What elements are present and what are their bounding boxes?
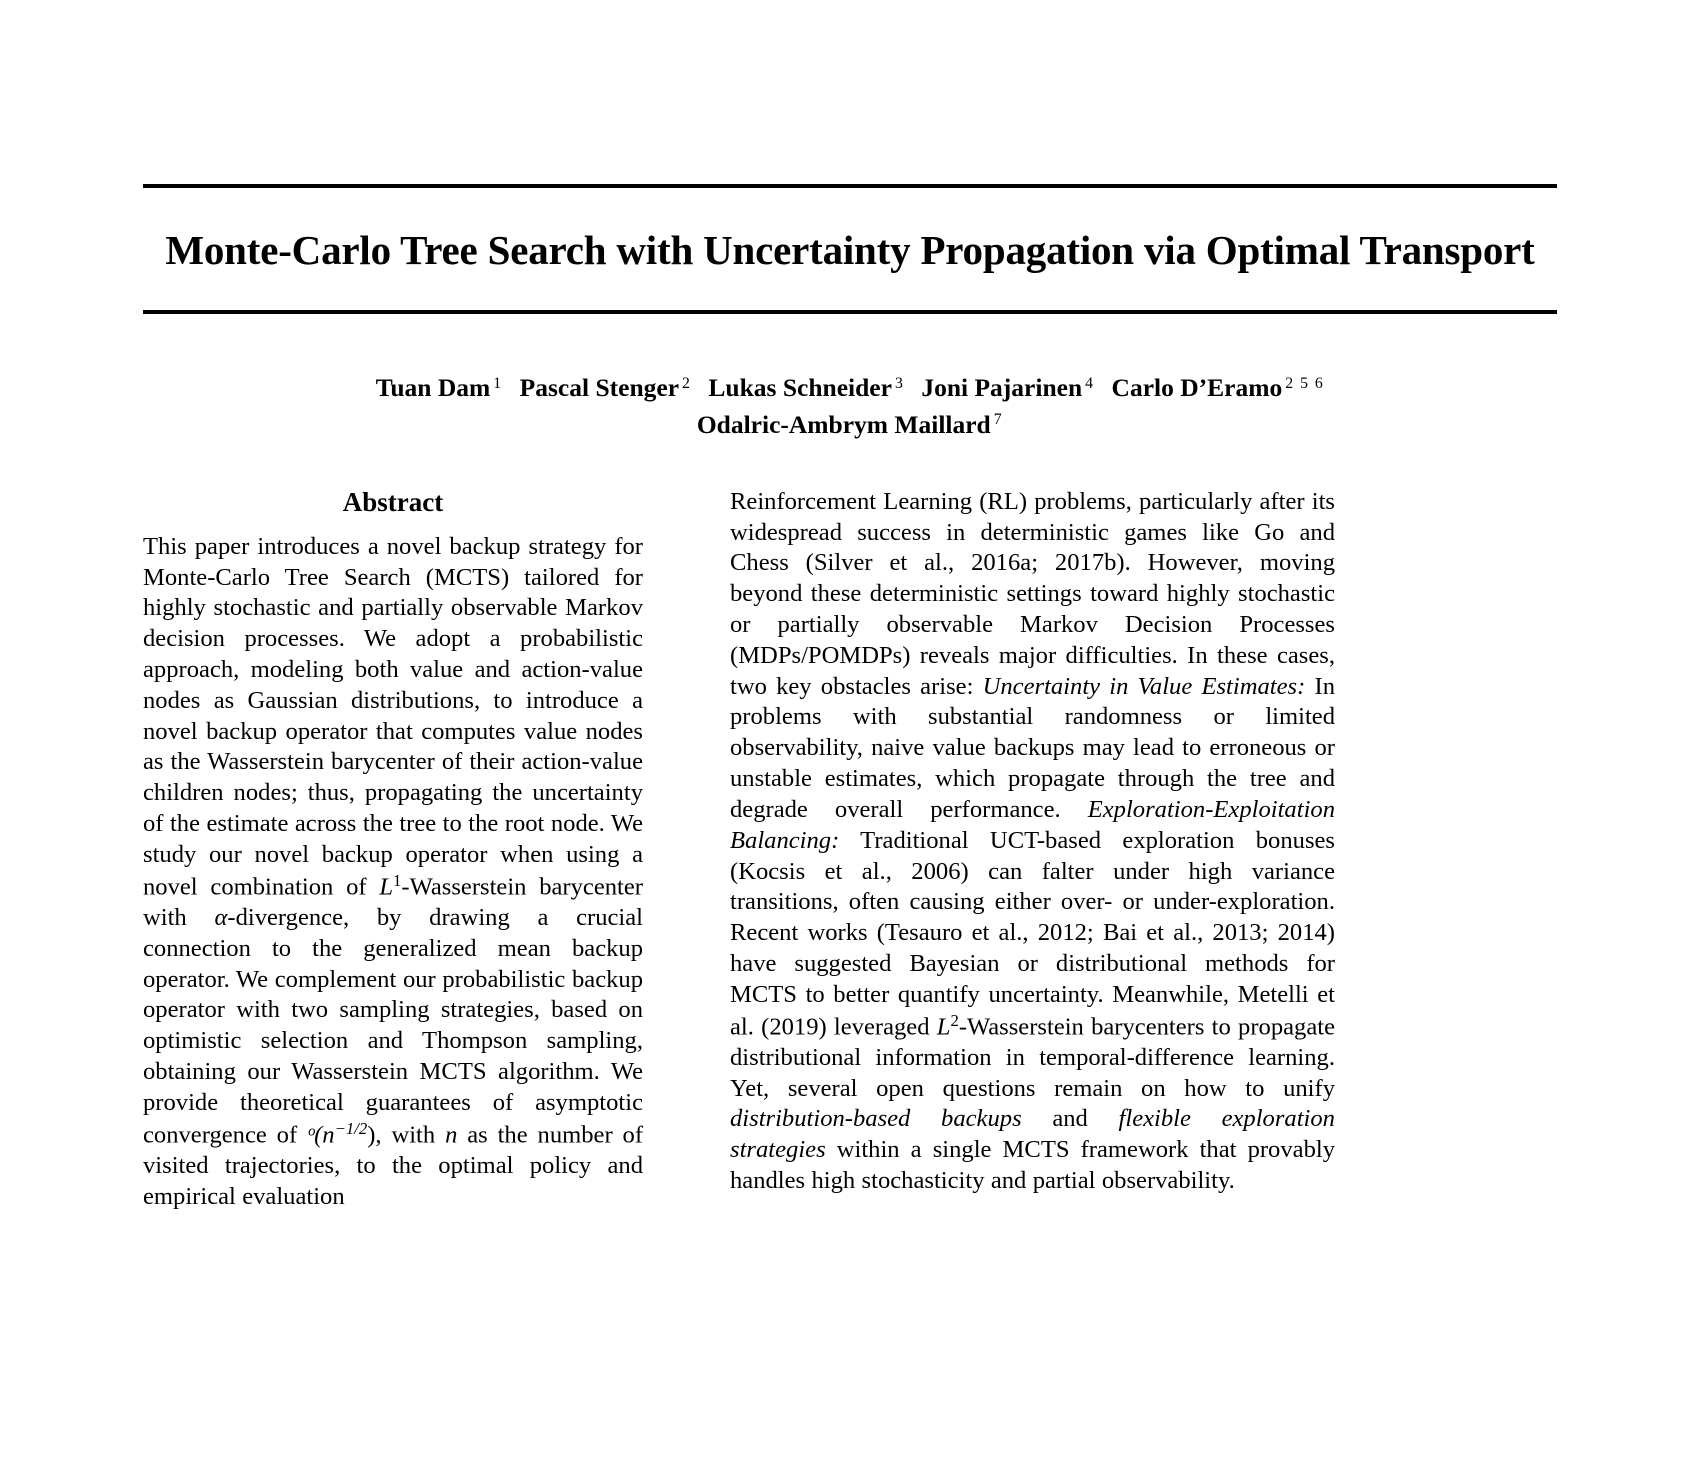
intro-text-e: and [1021, 1105, 1119, 1133]
intro-emphasis-flexible-strategies: flexible exploration strategies [730, 1105, 1335, 1164]
author-entry [921, 373, 1094, 402]
math-big-o-base: ᵒ(n [307, 1120, 335, 1148]
author-line-2 [143, 407, 1557, 443]
author-block [143, 370, 1557, 442]
author-affiliation-superscript: 2 [682, 374, 692, 392]
abstract-text-part-1: This paper introduces a novel backup strategy for Monte-Carlo Tree Search (MCTS) tailored for highly stochastic and partially observable Markov decision processes. We adopt a probabilistic approach, modeling both value and action-value nodes as Gaussian distributions, to introduce a novel backup operator that computes value nodes as the Wasserstein barycenter of their action-value children nodes; thus, propagating the uncertainty of the estimate across the tree to the root node. We study our novel backup operator when using a novel combination of [143, 532, 643, 901]
math-alpha: α [214, 903, 228, 931]
abstract-column [143, 487, 643, 1213]
intro-text-b: In problems with substantial randomness or limited observability, naive value backups may lead to erroneous or unstable estimates, which propagate through the tree and degrade overall performance. [730, 672, 1335, 823]
author-name: Carlo D’Eramo [1111, 373, 1283, 403]
intro-emphasis-distribution-backups: distribution-based backups [730, 1105, 1022, 1133]
author-name: Odalric-Ambrym Maillard [696, 409, 991, 439]
math-L2-base: L [936, 1012, 951, 1040]
author-entry [520, 373, 692, 402]
author-entry [376, 373, 503, 402]
author-name: Lukas Schneider [708, 373, 892, 403]
author-name: Joni Pajarinen [921, 373, 1083, 403]
author-name: Pascal Stenger [519, 373, 680, 403]
intro-text-f: within a single MCTS framework that provably handles high stochasticity and partial observability. [730, 1136, 1335, 1195]
math-L2-exponent: 2 [950, 1010, 959, 1030]
title-rule-top [143, 184, 1557, 188]
math-L1-base: L [379, 873, 394, 901]
abstract-text-part-3: -divergence, by drawing a crucial connection to the generalized mean backup operator. We complement our probabilistic backup operator with two sampling strategies, based on optimistic selection and Thompson sampling, obtaining our Wasserstein MCTS algorithm. We provide theoretical guarantees of asymptotic convergence of [143, 903, 643, 1148]
author-affiliation-superscript: 7 [993, 410, 1004, 428]
paper-page [0, 184, 1700, 1459]
math-L1-exponent: 1 [393, 870, 402, 890]
author-entry [708, 373, 904, 402]
intro-paragraph [730, 487, 1335, 1197]
intro-text-a: Reinforcement Learning (RL) problems, particularly after its widespread success in deterministic games like Go and Chess (Silver et al., 2016a; 2017b). However, moving beyond these deterministic settings toward highly stochastic or partially observable Markov Decision Processes (MDPs/POMDPs) reveals major difficulties. In these cases, two key obstacles arise: [730, 487, 1335, 700]
author-affiliation-superscript: 2 5 6 [1285, 374, 1325, 392]
author-name: Tuan Dam [375, 373, 491, 403]
abstract-text-part-5: as the number of visited trajectories, to the optimal policy and empirical evaluation [143, 1120, 644, 1210]
abstract-text-part-2: -Wasserstein barycenter with [143, 873, 643, 931]
intro-column [730, 487, 1335, 1213]
author-affiliation-superscript: 4 [1085, 374, 1095, 392]
author-entry [1112, 373, 1325, 402]
abstract-heading: Abstract [342, 486, 444, 517]
title-rule-bottom [143, 310, 1557, 314]
abstract-text-part-4: ), with [367, 1120, 446, 1148]
body-columns [143, 487, 1557, 1213]
author-affiliation-superscript: 3 [894, 374, 905, 392]
author-line-1 [143, 370, 1557, 406]
intro-text-d: -Wasserstein barycenters to propagate distributional information in temporal-difference learning. Yet, several open questions remain on how to unify [730, 1012, 1335, 1102]
page-title: Monte-Carlo Tree Search with Uncertainty Propagation via Optimal Transport [165, 227, 1535, 273]
intro-text-c: Traditional UCT-based exploration bonuses (Kocsis et al., 2006) can falter under high variance transitions, often causing either over- or under-exploration. Recent works (Tesauro et al., 2012; Bai et al., 2013; 2014) have suggested Bayesian or distributional methods for MCTS to better quantify uncertainty. Meanwhile, Metelli et al. (2019) leveraged [730, 826, 1335, 1040]
abstract-text [143, 532, 643, 1213]
intro-emphasis-uncertainty: Uncertainty in Value Estimates: [982, 672, 1306, 700]
math-big-o-exponent: −1/2 [334, 1118, 368, 1138]
math-n: n [445, 1120, 458, 1148]
author-affiliation-superscript: 1 [493, 374, 503, 392]
intro-emphasis-exploration: Exploration-Exploitation Balancing: [730, 795, 1335, 854]
author-entry [697, 410, 1003, 439]
